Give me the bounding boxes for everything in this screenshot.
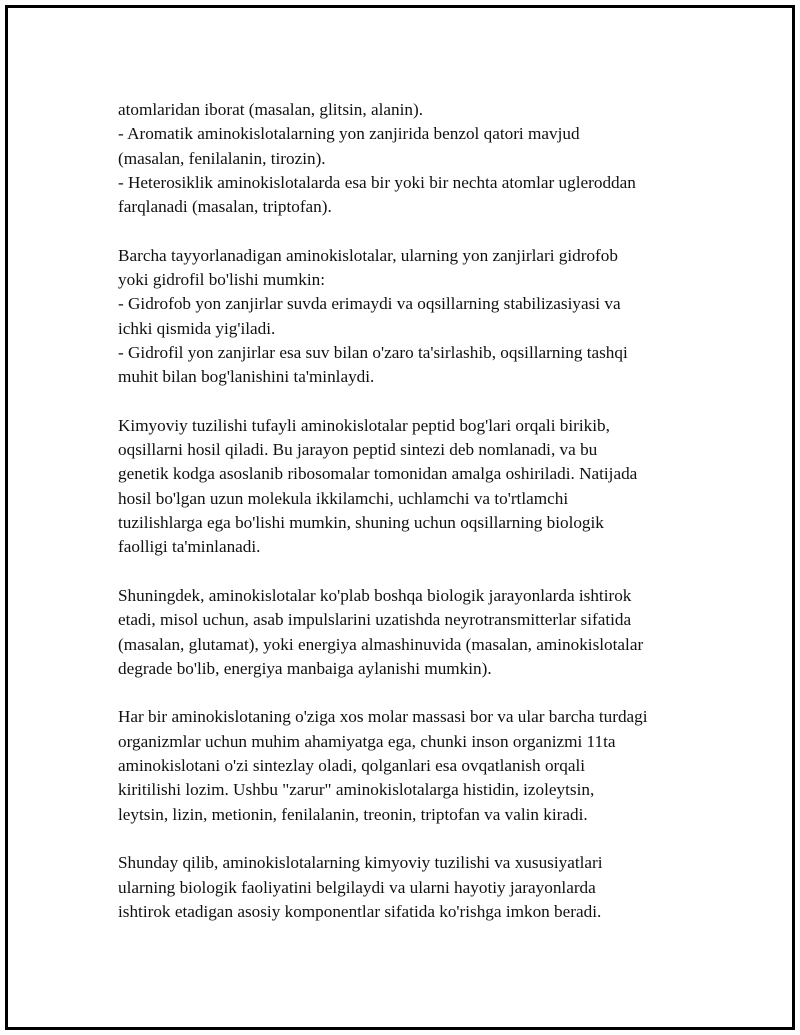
text-line: atomlaridan iborat (masalan, glitsin, alanin). bbox=[118, 100, 423, 119]
text-line: tuzilishlarga ega bo'lishi mumkin, shuning uchun oqsillarning biologik bbox=[118, 513, 604, 533]
paragraph-1 bbox=[118, 98, 718, 219]
text-line: organizmlar uchun muhim ahamiyatga ega, chunki inson organizmi 11ta bbox=[118, 731, 616, 751]
text-line: (masalan, fenilalanin, tirozin). bbox=[118, 148, 326, 168]
text-line: ularning biologik faoliyatini belgilaydi va ularni hayotiy jarayonlarda bbox=[118, 877, 596, 897]
page-frame bbox=[5, 5, 795, 1030]
text-line: etadi, misol uchun, asab impulslarini uzatishda neyrotransmitterlar sifatida bbox=[118, 610, 632, 630]
text-line: - Gidrofil yon zanjirlar esa suv bilan o'zaro ta'sirlashib, oqsillarning tashqi bbox=[118, 342, 628, 362]
text-line: degrade bo'lib, energiya manbaiga aylanishi mumkin). bbox=[118, 658, 492, 678]
text-line: Shunday qilib, aminokislotalarning kimyoviy tuzilishi va xususiyatlari bbox=[118, 853, 603, 873]
text-line: Barcha tayyorlanadigan aminokislotalar, ularning yon zanjirlari gidrofob bbox=[118, 245, 618, 265]
text-line: leytsin, lizin, metionin, fenilalanin, treonin, triptofan va valin kiradi. bbox=[118, 804, 588, 824]
text-line: yoki gidrofil bo'lishi mumkin: bbox=[118, 270, 325, 290]
text-line: muhit bilan bog'lanishini ta'minlaydi. bbox=[118, 367, 375, 387]
document-body bbox=[118, 98, 718, 948]
paragraph-5 bbox=[118, 705, 718, 826]
text-line: Shuningdek, aminokislotalar ko'plab boshqa biologik jarayonlarda ishtirok bbox=[118, 585, 632, 605]
text-line: - Gidrofob yon zanjirlar suvda erimaydi va oqsillarning stabilizasiyasi va bbox=[118, 294, 621, 314]
text-line: ishtirok etadigan asosiy komponentlar sifatida ko'rishga imkon beradi. bbox=[118, 901, 602, 921]
text-line: - Heterosiklik aminokislotalarda esa bir yoki bir nechta atomlar ugleroddan bbox=[118, 172, 636, 192]
text-line: oqsillarni hosil qiladi. Bu jarayon peptid sintezi deb nomlanadi, va bu bbox=[118, 440, 598, 460]
text-line: hosil bo'lgan uzun molekula ikkilamchi, uchlamchi va to'rtlamchi bbox=[118, 488, 569, 508]
text-line: faolligi ta'minlanadi. bbox=[118, 537, 261, 557]
paragraph-3 bbox=[118, 414, 718, 560]
paragraph-6 bbox=[118, 851, 718, 924]
text-line: kiritilishi lozim. Ushbu "zarur" aminokislotalarga histidin, izoleytsin, bbox=[118, 780, 595, 800]
text-line: genetik kodga asoslanib ribosomalar tomonidan amalga oshiriladi. Natijada bbox=[118, 464, 638, 484]
text-line: farqlanadi (masalan, triptofan). bbox=[118, 197, 332, 217]
text-line: Kimyoviy tuzilishi tufayli aminokislotalar peptid bog'lari orqali birikib, bbox=[118, 415, 610, 435]
text-line: - Aromatik aminokislotalarning yon zanjirida benzol qatori mavjud bbox=[118, 124, 580, 144]
paragraph-2 bbox=[118, 244, 718, 390]
text-line: aminokislotani o'zi sintezlay oladi, qolganlari esa ovqatlanish orqali bbox=[118, 756, 586, 776]
text-line: ichki qismida yig'iladi. bbox=[118, 318, 276, 338]
paragraph-4 bbox=[118, 584, 718, 681]
text-line: Har bir aminokislotaning o'ziga xos molar massasi bor va ular barcha turdagi bbox=[118, 707, 648, 727]
text-line: (masalan, glutamat), yoki energiya almashinuvida (masalan, aminokislotalar bbox=[118, 634, 644, 654]
